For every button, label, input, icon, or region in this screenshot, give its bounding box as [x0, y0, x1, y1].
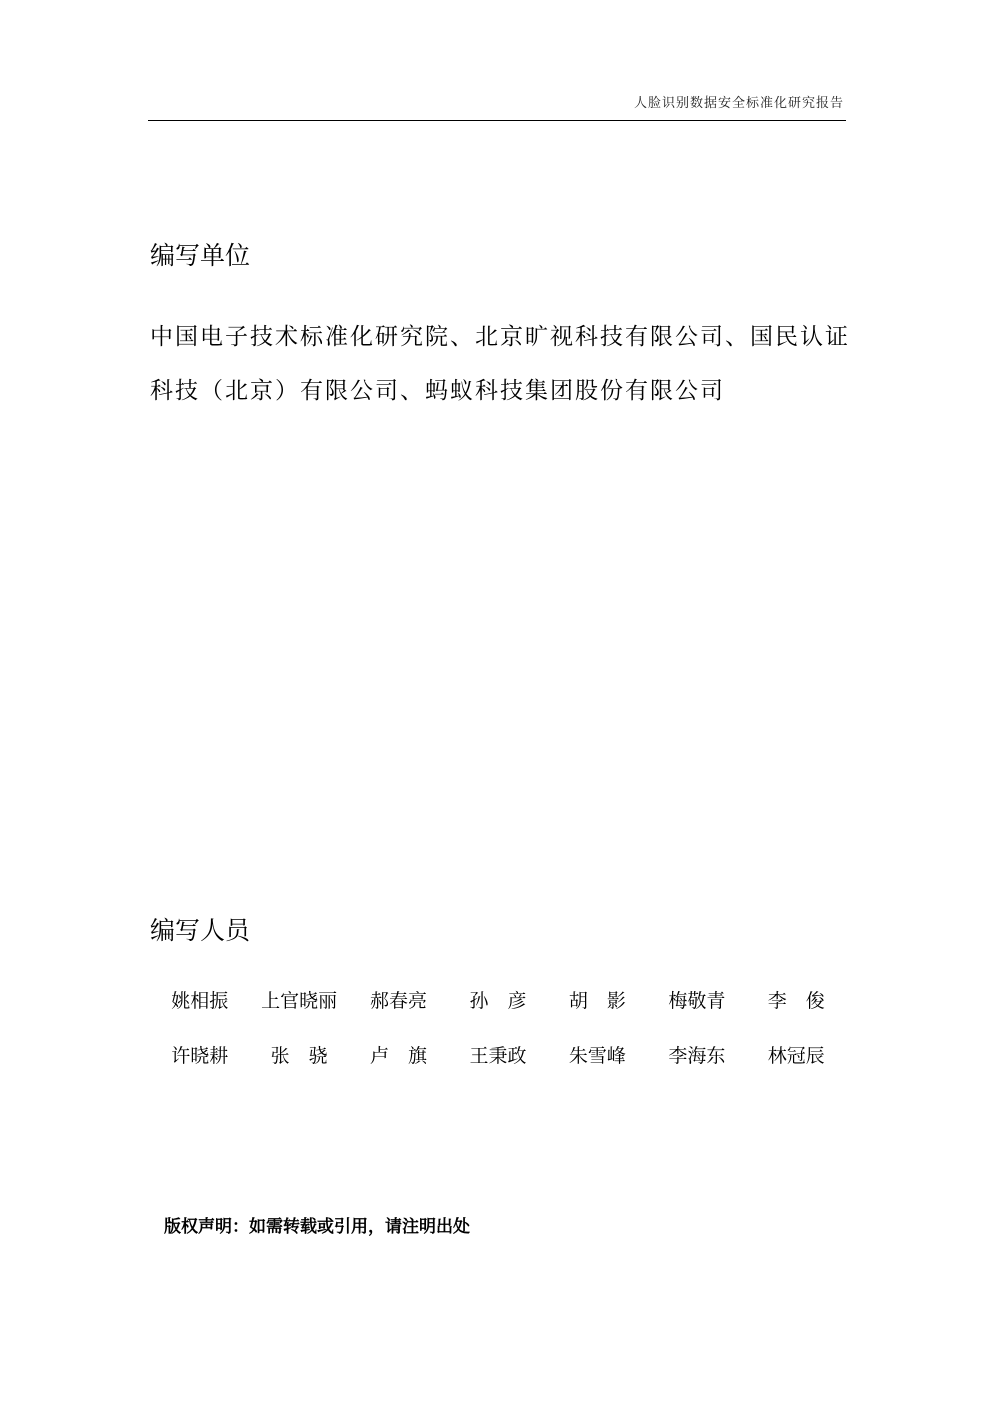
- person-name: 姚相振: [171, 990, 229, 1012]
- person-name: 上官晓丽: [261, 990, 338, 1012]
- person-name: 胡 影: [568, 990, 626, 1012]
- people-heading: 编写人员: [150, 916, 251, 945]
- person-name: 张 骁: [270, 1045, 328, 1067]
- person-name: 郝春亮: [370, 990, 428, 1012]
- person-name: 李海东: [668, 1045, 726, 1067]
- person-name: 李 俊: [767, 990, 825, 1012]
- people-list: [150, 986, 846, 1068]
- copyright-notice: 版权声明：如需转载或引用，请注明出处: [164, 1217, 470, 1237]
- units-text: 中国电子技术标准化研究院、北京旷视科技有限公司、国民认证科技（北京）有限公司、蚂蚁科技集团股份有限公司: [150, 324, 850, 404]
- person-name: 王秉政: [469, 1045, 527, 1067]
- header-divider: [148, 120, 846, 121]
- person-name: 孙 彦: [469, 990, 527, 1012]
- running-header: 人脸识别数据安全标准化研究报告: [633, 96, 844, 111]
- units-heading: 编写单位: [150, 241, 251, 270]
- person-name: 卢 旗: [370, 1045, 428, 1067]
- person-name: 朱雪峰: [568, 1045, 626, 1067]
- person-name: 梅敬青: [668, 990, 726, 1012]
- person-name: 林冠辰: [767, 1045, 825, 1067]
- person-name: 许晓耕: [171, 1045, 229, 1067]
